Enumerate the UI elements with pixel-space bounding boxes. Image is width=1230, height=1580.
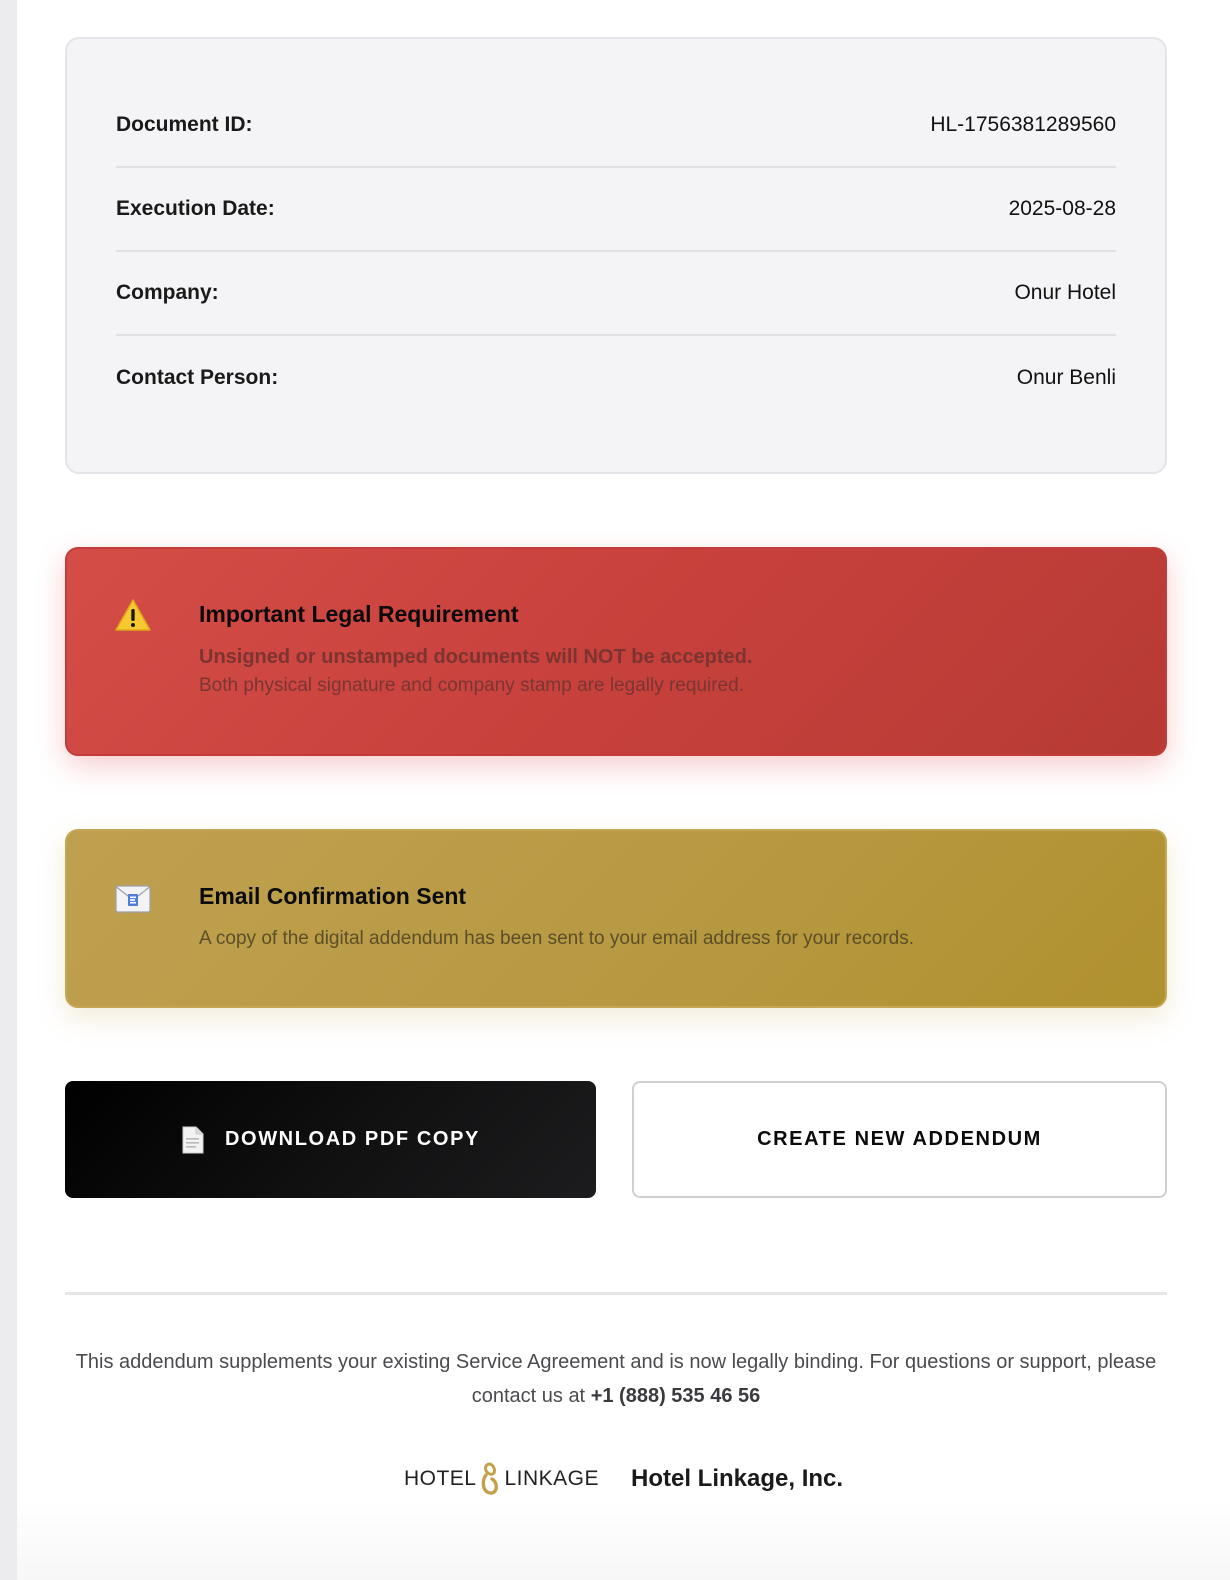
download-pdf-button[interactable] [65, 1081, 596, 1198]
detail-value: HL-1756381289560 [930, 113, 1116, 136]
detail-label: Contact Person: [116, 366, 279, 389]
detail-value: Onur Hotel [1014, 281, 1116, 304]
legal-requirement-alert [65, 547, 1167, 756]
document-icon [181, 1126, 205, 1154]
page-bottom-fade [17, 1500, 1230, 1580]
detail-label: Company: [116, 281, 219, 304]
detail-label: Document ID: [116, 113, 253, 136]
alert-emphasis-text: Unsigned or unstamped documents will NOT be accepted. [199, 646, 753, 668]
detail-row-execution-date [116, 168, 1116, 252]
company-name: Hotel Linkage, Inc. [631, 1465, 844, 1492]
support-phone-number: +1 (888) 535 46 56 [590, 1385, 761, 1407]
detail-value: Onur Benli [1016, 366, 1116, 389]
confirmation-page [17, 0, 1230, 1580]
alert-icon-slot [115, 597, 199, 754]
alert-title: Email Confirmation Sent [199, 883, 467, 909]
detail-row-company [116, 252, 1116, 336]
chain-link-icon [480, 1462, 500, 1496]
download-pdf-label: DOWNLOAD PDF COPY [225, 1128, 480, 1150]
logo-word-left: HOTEL [403, 1467, 477, 1490]
footer-divider [65, 1292, 1167, 1295]
alert-icon-slot [115, 879, 199, 1006]
create-new-addendum-button[interactable] [632, 1081, 1167, 1198]
document-details-card [65, 37, 1167, 474]
footer-brand [17, 1462, 1230, 1496]
alert-body [199, 879, 914, 1006]
email-confirmation-alert [65, 829, 1167, 1008]
alert-title: Important Legal Requirement [199, 601, 519, 627]
alert-text: A copy of the digital addendum has been sent to your email address for your records. [199, 928, 915, 949]
envelope-icon [115, 885, 151, 913]
alert-body [199, 597, 752, 754]
detail-row-contact-person [116, 336, 1116, 420]
create-new-addendum-label: CREATE NEW ADDENDUM [757, 1128, 1042, 1150]
warning-icon [115, 599, 151, 631]
footer-notice [65, 1345, 1167, 1413]
detail-label: Execution Date: [116, 197, 275, 220]
logo-word-right: LINKAGE [504, 1467, 599, 1490]
alert-text: Both physical signature and company stamp are legally required. [199, 675, 744, 696]
detail-row-document-id [116, 84, 1116, 168]
hotel-linkage-logo [404, 1462, 599, 1496]
detail-value: 2025-08-28 [1008, 197, 1116, 220]
footer-notice-text: This addendum supplements your existing Service Agreement and is now legally binding. For questions or support, please contact us at [75, 1351, 1157, 1407]
